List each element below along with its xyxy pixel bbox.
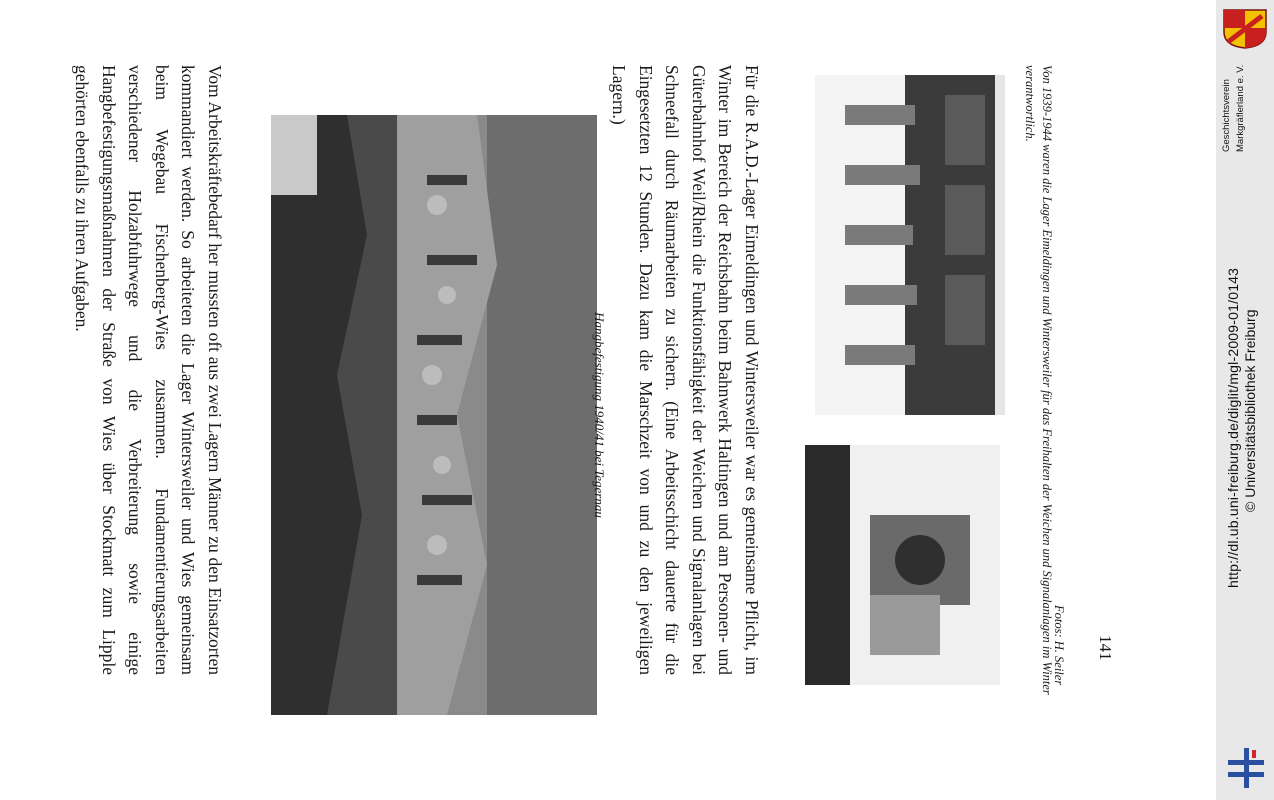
photo-switch-signal bbox=[805, 445, 1000, 685]
paragraph-1: Vom Arbeitskräftebedarf her mussten oft aus zwei Lagern Männer zu den Einsatzorten kommandiert werden. So arbeiteten die Lager Wintersweiler und Wies gemeinsam beim Wegebau Fischenberg-Wies zusammen. Fundamentierungsarbeiten verschiedener Holzabfuhrwege und die Verbreiterung sowie einige Hangbefestigungsmaßnahmen der Straße von Wies über Stockmatt zum Lipple gehörten ebenfalls zu ihren Aufgaben. bbox=[72, 65, 225, 675]
society-name-line2: Markgräflerland e. V. bbox=[1235, 64, 1246, 152]
library-logo-icon bbox=[1228, 748, 1264, 788]
scanned-page bbox=[72, 45, 1150, 755]
caption-winter-duty: Von 1939-1944 waren die Lager Eimeldingen und Wintersweiler für das Freihalten der Weichen und Signalanlagen im Winter verantwortlich. bbox=[1023, 65, 1054, 695]
photo-snow-clearing-train bbox=[815, 75, 1005, 415]
viewer-sidebar bbox=[1216, 0, 1274, 800]
document-url[interactable]: http://dl.ub.uni-freiburg.de/diglit/mgl-2009-01/0143 bbox=[1225, 267, 1241, 588]
page-number: 141 bbox=[1096, 635, 1115, 661]
paragraph-2: Für die R.A.D.-Lager Eimeldingen und Wintersweiler war es gemeinsame Pflicht, im Winter im Bereich der Reichsbahn beim Bahnwerk Haltingen und am Personen- und Güterbahnhof Weil/Rhein die Funktionsfähigkeit der Weichen und Signalanlagen bei Schneefall durch Räumarbeiten zu sichern. (Eine Arbeitsschicht dauerte für die Eingesetzten 12 Stunden. Dazu kam die Marschzeit von und zu den jeweiligen Lagern.) bbox=[609, 65, 762, 675]
photo-slope-work bbox=[271, 115, 597, 715]
caption-slope-work: Hangbefestigung 1940/41 bei Tegernau bbox=[592, 312, 607, 518]
copyright-notice: © Universitätsbibliothek Freiburg bbox=[1242, 309, 1258, 512]
photo-credit: Fotos: H. Seiler bbox=[1052, 605, 1066, 686]
coat-of-arms-icon bbox=[1222, 8, 1268, 50]
society-name-line1: Geschichtsverein bbox=[1221, 79, 1232, 152]
